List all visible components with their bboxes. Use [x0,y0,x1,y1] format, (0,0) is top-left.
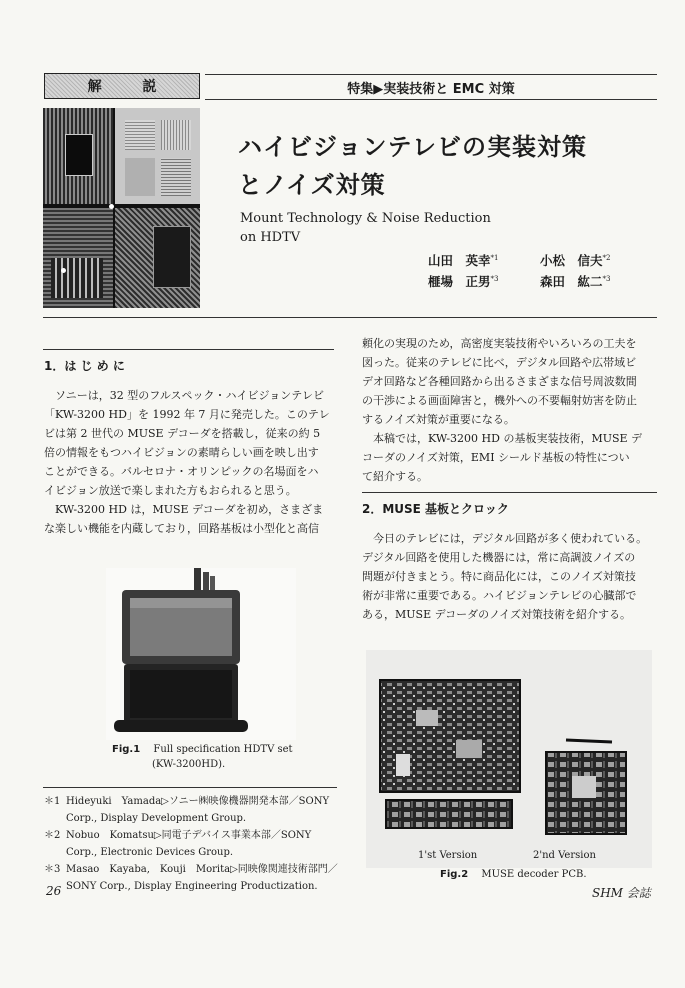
page-number: 26 [46,884,62,898]
footnote: ＊1 Hideyuki Yamada▷ソニー㈱映像機器開発本部／SONY [44,796,330,807]
fig2-version-label: 1'st Version [418,850,478,861]
section-rule [362,492,657,493]
text-line: ソニーは，32 型のフルスペック・ハイビジョンテレビ [44,389,325,402]
text-line: 頼化の実現のため，高密度実装技術やいろいろの工夫を [362,337,637,350]
author: 山田 英幸$^{*1}$ [428,253,499,268]
footnote-cont: Corp., Display Development Group. [66,813,247,824]
text-line: 問題が付きまとう。特に商品化には，このノイズ対策技 [362,570,636,583]
text-line: デジタル回路を使用した機器には，常に高調波ノイズの [362,551,636,564]
english-title [240,209,491,247]
author: 森田 紘二$^{*3}$ [540,274,611,289]
title-line: とノイズ対策 [238,171,386,199]
text-line: KW-3200 HD は，MUSE デコーダを初め，さまざま [44,503,324,516]
footnote-cont: SONY Corp., Display Engineering Productization. [66,881,318,892]
figure-label: Fig.2 [440,869,469,880]
text-line: 図った。従来のテレビに比べ，デジタル回路や広帯域ビ [362,356,637,369]
section1-text [44,386,336,538]
text-line: コーダのノイズ対策，EMI シールド基板の特性につい [362,451,630,464]
pcb-photo-collage [43,108,200,308]
text-line: するノイズ対策が重要になる。 [362,413,515,426]
journal-name: SHM 会誌 [592,886,651,900]
title-divider [43,317,657,318]
header-rule [205,99,657,100]
text-line: デオ回路など各種回路から出るさまざまな信号周波数間 [362,375,637,388]
special-feature-title: 特集▶実装技術と EMC 対策 [347,82,515,97]
text-line: の干渉による画面障害と，機外への不要輻射妨害を防止 [362,394,637,407]
footnote: ＊2 Nobuo Komatsu▷同電子デバイス事業本部／SONY [44,830,312,841]
title-line: ハイビジョンテレビの実装対策 [238,133,588,161]
caption-text: Full specification HDTV set [153,744,293,755]
text-line: て紹介する。 [362,470,428,483]
text-line: 術が非常に重要である。ハイビジョンテレビの心臓部で [362,589,637,602]
author: 小松 信夫$^{*2}$ [540,253,611,268]
section2-text [362,529,660,624]
text-line: ある，MUSE デコーダのノイズ対策技術を紹介する。 [362,608,632,621]
text-line: 倍の情報をもつハイビジョンの素晴らしい画を映し出す [44,446,319,459]
pcb-illustration [366,650,652,868]
text-line: ことができる。バルセロナ・オリンピックの名場面をハ [44,465,319,478]
header-rule [205,74,657,75]
text-line: な楽しい機能を内蔵しており，回路基板は小型化と高信 [44,522,319,535]
author: 榧場 正男$^{*3}$ [428,274,499,289]
text-line: ビは第 2 世代の MUSE デコーダを搭載し，従来の約 5 [44,427,321,440]
footnote-rule [43,787,337,788]
category-label: 解 説 [44,73,200,99]
hdtv-set-illustration [106,568,296,740]
section-rule [43,349,334,350]
hdtv-set-photo [106,568,296,740]
text-line: 「KW-3200 HD」を 1992 年 7 月に発売した。このテレ [44,408,330,421]
article-title [238,128,587,204]
english-title-line: on HDTV [240,230,301,245]
fig1-caption [112,744,293,755]
figure-label: Fig.1 [112,744,141,755]
fig2-caption [440,869,587,880]
english-title-line: Mount Technology & Noise Reduction [240,211,491,226]
section-heading: 2．MUSE 基板とクロック [362,502,509,516]
footnote-cont: Corp., Electronic Devices Group. [66,847,234,858]
caption-text: (KW-3200HD). [152,759,226,770]
caption-text: MUSE decoder PCB. [481,869,587,880]
text-line: 今日のテレビには，デジタル回路が多く使われている。 [362,532,648,545]
footnote: ＊3 Masao Kayaba, Kouji Morita▷同映像関連技術部門／ [44,864,338,875]
right-column-text [362,334,658,486]
muse-decoder-pcb-photo [366,650,652,868]
footnotes [44,793,340,895]
fig2-version-label: 2'nd Version [533,850,596,861]
text-line: イビジョン放送で楽しまれた方もおられると思う。 [44,484,297,497]
section-heading: 1．は じ め に [44,359,125,373]
text-line: 本稿では，KW-3200 HD の基板実装技術，MUSE デ [362,432,643,445]
